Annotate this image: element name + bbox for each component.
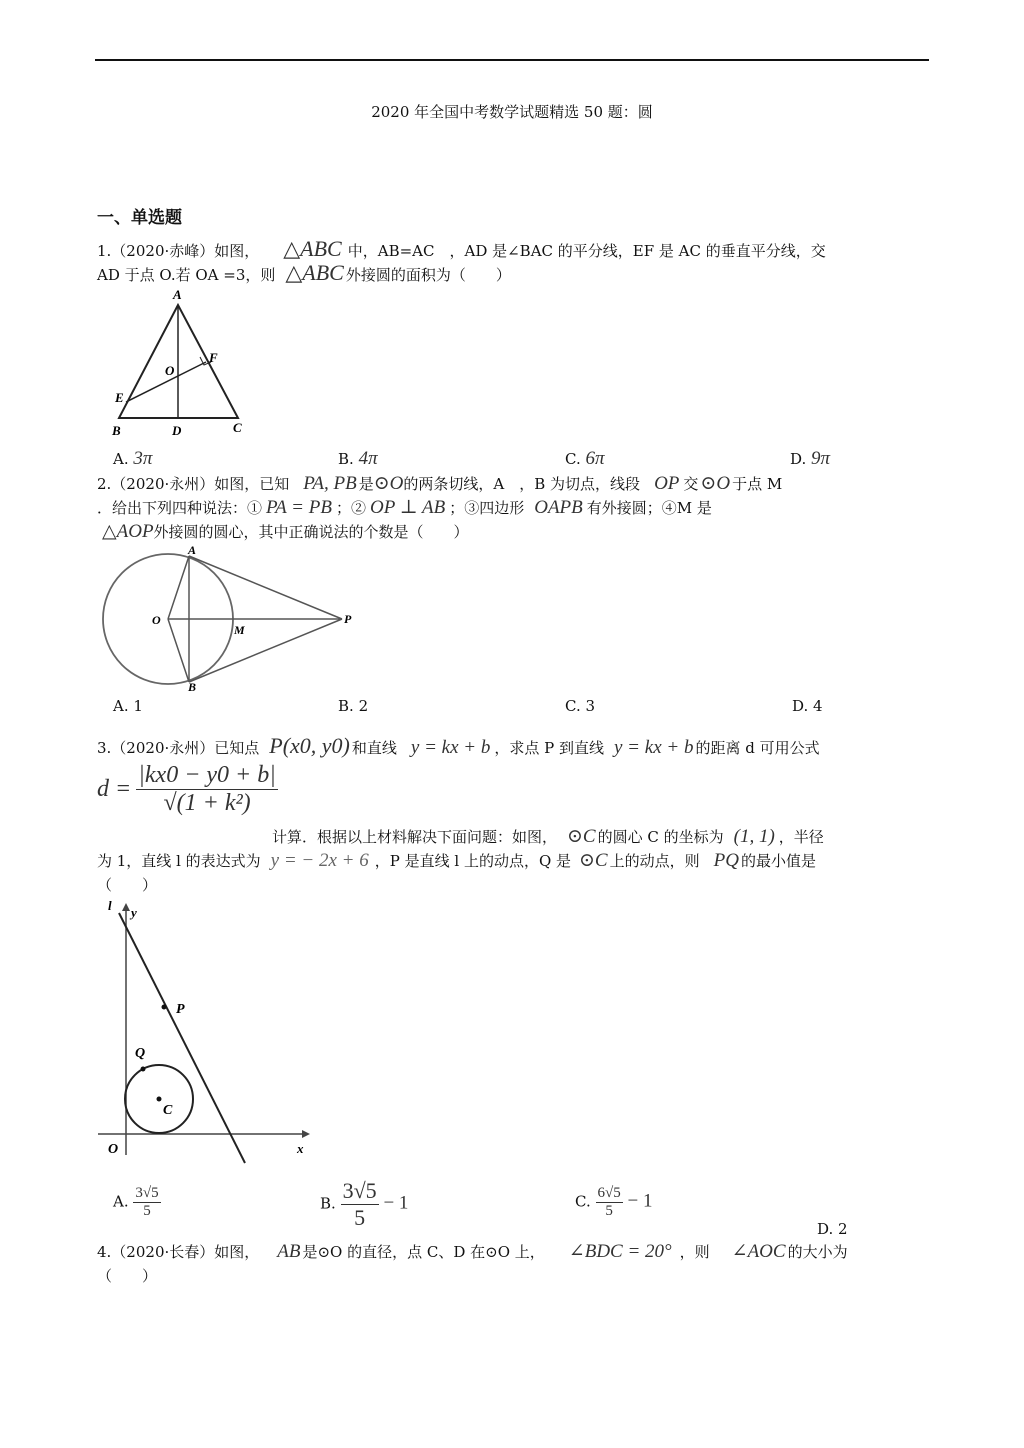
q2-math-op: OP [654, 473, 680, 494]
q3-text: 的最小值是 [740, 852, 816, 870]
q2-label-m: M [234, 623, 245, 637]
q3-text: 计算．根据以上材料解决下面问题：如图， [272, 828, 558, 846]
q2-text: 有外接圆；④M 是 [586, 499, 712, 517]
option-tail: − 1 [383, 1192, 409, 1214]
q3-coordinate-figure [96, 895, 316, 1170]
q2-line-2 [97, 497, 712, 519]
q3-line-2 [272, 826, 824, 848]
option-letter: C. [565, 697, 581, 715]
q4-line-2: （ ） [97, 1267, 158, 1285]
q2-text: 交 [683, 475, 699, 493]
q3-label-q: Q [135, 1046, 146, 1061]
q2-line-1 [97, 473, 782, 495]
q1-option-d[interactable] [790, 448, 830, 470]
q2-label-o: O [152, 613, 161, 627]
q1-triangle-figure [105, 285, 255, 440]
q3-option-c[interactable] [575, 1185, 652, 1220]
q2-radius-oa [168, 556, 189, 619]
q2-text: 于点 M [732, 475, 783, 493]
option-value: 4π [358, 448, 378, 469]
q2-tangent-figure [100, 542, 365, 697]
q1-text: AD 于点 O.若 OA =3，则 [97, 266, 276, 284]
q2-math-statement-2: OP ⊥ AB [369, 497, 446, 518]
q4-math-angle-bdc: ∠BDC = 20° [568, 1241, 672, 1262]
q3-label-p: P [176, 1002, 185, 1017]
q3-line-1 [97, 735, 820, 759]
q2-tangent-pb [189, 619, 342, 682]
option-denominator: 5 [354, 1205, 366, 1230]
option-numerator: 3√5 [135, 1185, 159, 1201]
q3-math-center: (1, 1) [733, 826, 775, 847]
option-value: 3π [133, 448, 153, 469]
q3-line-4: （ ） [97, 876, 158, 894]
q4-text: 4.（2020·长春）如图， [97, 1243, 260, 1261]
option-fraction [341, 1178, 379, 1231]
q3-x-arrow [302, 1130, 310, 1138]
formula-fraction [136, 762, 278, 817]
option-value: 1 [133, 697, 143, 715]
option-value: 6π [585, 448, 605, 469]
q3-option-b[interactable] [320, 1178, 408, 1231]
q3-text: ，P 是直线 l 上的动点，Q 是 [374, 852, 572, 870]
formula-lhs: d = [97, 776, 132, 802]
q2-option-b[interactable] [338, 697, 368, 715]
option-letter: D. [790, 450, 807, 468]
option-letter: B. [320, 1194, 336, 1213]
q2-math-statement-1: PA = PB [266, 497, 332, 518]
option-letter: A. [113, 697, 129, 715]
q2-option-d[interactable] [792, 697, 823, 715]
q1-label-e: E [115, 390, 124, 405]
q3-math-point-p: P(x0, y0) [269, 733, 350, 758]
q1-text: 1.（2020·赤峰）如图， [97, 242, 260, 260]
option-value: 3 [585, 697, 596, 715]
q3-text: 为 1，直线 l 的表达式为 [97, 852, 261, 870]
q2-option-c[interactable] [565, 697, 595, 715]
q4-text: 的大小为 [787, 1243, 848, 1261]
q1-text: 外接圆的面积为（ ） [345, 266, 511, 284]
q1-option-c[interactable] [565, 448, 605, 470]
option-fraction [133, 1185, 160, 1220]
q3-label-x: x [297, 1141, 304, 1156]
q3-text: 3.（2020·永州）已知点 [97, 739, 260, 757]
option-numerator: 6√5 [597, 1185, 621, 1201]
q1-label-d: D [172, 423, 182, 438]
option-denominator: 5 [605, 1203, 613, 1219]
q3-option-d[interactable] [817, 1220, 848, 1238]
option-letter: C. [575, 1192, 591, 1211]
q3-math-line-l: y = − 2x + 6 [270, 850, 369, 871]
formula-numerator: |kx0 − y0 + b| [138, 762, 276, 788]
q4-math-angle-aoc: ∠AOC [731, 1241, 786, 1262]
q2-text: ；② [335, 499, 366, 517]
q2-math-circle-o: ⊙O [373, 473, 404, 494]
q3-text: ，半径 [778, 828, 824, 846]
option-numerator: 3√5 [342, 1178, 377, 1203]
q2-tangent-pa [189, 556, 342, 619]
q1-label-a: A [173, 287, 182, 302]
option-value: 2 [838, 1220, 848, 1238]
q2-option-a[interactable] [113, 697, 143, 715]
q3-math-pq: PQ [713, 850, 739, 871]
q3-text: 的距离 d 可用公式 [695, 739, 820, 757]
option-letter: A. [113, 1192, 129, 1211]
option-value: 9π [811, 448, 831, 469]
q2-math-triangle-aop: △AOP [102, 521, 154, 542]
option-value: 2 [358, 697, 369, 715]
q1-label-b: B [112, 423, 121, 438]
q1-label-c: C [233, 420, 242, 435]
q4-line-1 [97, 1241, 848, 1263]
q2-text: ．给出下列四种说法：① [97, 499, 263, 517]
option-letter: B. [338, 450, 354, 468]
option-letter: B. [338, 697, 354, 715]
q4-text: 是⊙O 的直径，点 C、D 在⊙O 上， [302, 1243, 545, 1261]
option-fraction [596, 1185, 623, 1220]
q3-label-l: l [108, 898, 112, 913]
q1-label-f: F [209, 350, 218, 365]
option-letter: A. [113, 450, 129, 468]
option-value: 4 [813, 697, 823, 715]
q1-label-o: O [165, 363, 175, 378]
q4-math-ab: AB [277, 1241, 301, 1262]
q1-text: 中，AB=AC ，AD 是∠BAC 的平分线，EF 是 AC 的垂直平分线，交 [347, 242, 826, 260]
q3-label-c: C [163, 1103, 173, 1118]
q3-math-line: y = kx + b [614, 737, 694, 758]
q3-text: 和直线 [351, 739, 397, 757]
q3-label-o: O [108, 1142, 119, 1157]
q2-label-b: B [188, 680, 197, 694]
q3-point-c [157, 1097, 162, 1102]
q1-math-triangle: △ABC [285, 260, 344, 285]
option-letter: C. [565, 450, 581, 468]
q3-distance-formula [97, 762, 278, 817]
q2-text: 的两条切线，A ，B 为切点，线段 [403, 475, 641, 493]
q3-point-q [141, 1067, 146, 1072]
q3-text: 上的动点，则 [609, 852, 700, 870]
top-rule [95, 59, 929, 61]
option-letter: D. [817, 1220, 834, 1238]
q2-line-3 [102, 521, 469, 543]
q3-option-a[interactable] [113, 1185, 161, 1220]
q3-text: 的圆心 C 的坐标为 [597, 828, 724, 846]
q2-math-quadrilateral: OAPB [534, 497, 583, 518]
q1-option-a[interactable] [113, 448, 152, 470]
q2-text: 外接圆的圆心，其中正确说法的个数是（ ） [153, 523, 469, 541]
q2-text: 是 [358, 475, 374, 493]
q3-math-circle-c: ⊙C [579, 850, 608, 871]
q3-math-line: y = kx + b [410, 737, 491, 758]
q1-math-triangle: △ABC [283, 236, 342, 261]
q2-radius-ob [168, 619, 189, 682]
q1-line-2 [97, 262, 511, 286]
q3-text: ，求点 P 到直线 [494, 739, 604, 757]
section-title: 一、单选题 [97, 208, 182, 228]
q3-math-circle-c: ⊙C [567, 826, 596, 847]
option-letter: D. [792, 697, 809, 715]
formula-denominator: √(1 + k²) [163, 790, 251, 816]
q3-point-p [162, 1005, 167, 1010]
q3-label-y: y [131, 905, 137, 920]
page-title: 2020 年全国中考数学试题精选 50 题：圆 [371, 103, 653, 121]
q4-text: ，则 [679, 1243, 710, 1261]
q2-label-a: A [188, 543, 197, 557]
q2-text: 2.（2020·永州）如图，已知 [97, 475, 290, 493]
q1-option-b[interactable] [338, 448, 378, 470]
option-tail: − 1 [627, 1190, 653, 1212]
option-denominator: 5 [143, 1203, 151, 1219]
q3-line-3 [97, 850, 816, 872]
q2-label-p: P [344, 612, 352, 626]
q3-y-arrow [122, 903, 130, 911]
q2-math-circle-o: ⊙O [700, 473, 731, 494]
q2-math-tangents: PA, PB [303, 473, 357, 494]
q2-text: ；③四边形 [449, 499, 525, 517]
q1-line-1 [97, 238, 826, 262]
